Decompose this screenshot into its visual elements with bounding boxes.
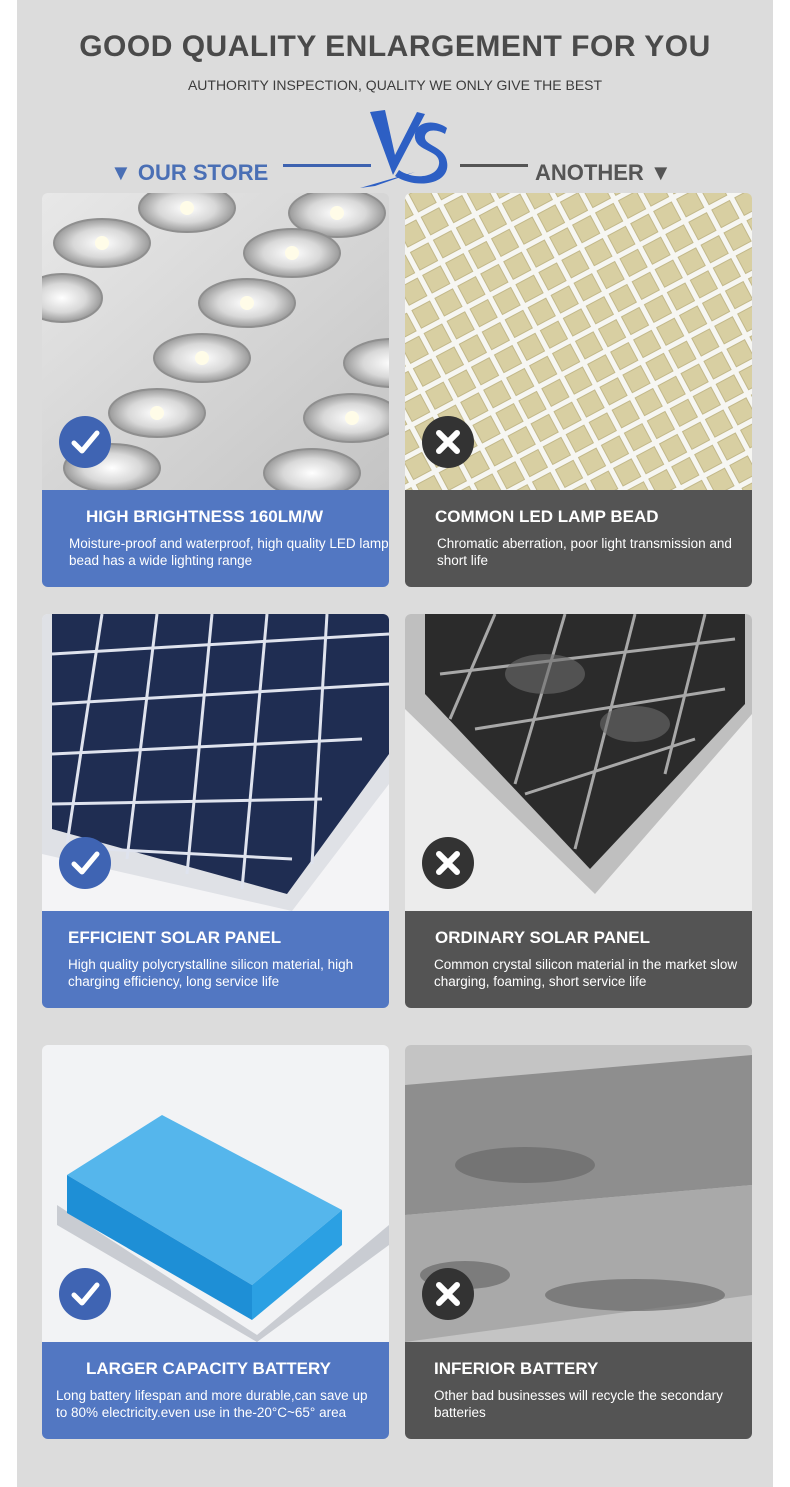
card-title: INFERIOR BATTERY [434,1359,599,1378]
page-title: GOOD QUALITY ENLARGEMENT FOR YOU [79,30,711,63]
card-title: HIGH BRIGHTNESS 160LM/W [86,507,324,526]
card-title: EFFICIENT SOLAR PANEL [68,928,282,947]
card-info [405,1342,752,1439]
card-title: COMMON LED LAMP BEAD [435,507,659,526]
card-description: Moisture-proof and waterproof, high quality LED lamp bead has a wide lighting range [69,536,389,568]
cross-icon [422,416,474,468]
card-info [42,911,389,1008]
right-divider [460,164,528,167]
comparison-card-solar-bad [405,614,752,1008]
card-info [405,490,752,587]
card-info [42,1342,389,1439]
card-description: Chromatic aberration, poor light transmission and short life [437,536,732,568]
comparison-card-battery-good [42,1045,389,1439]
card-description: Common crystal silicon material in the market slow charging, foaming, short service life [434,957,738,989]
card-title: LARGER CAPACITY BATTERY [86,1359,331,1378]
our-store-label: ▼ OUR STORE [110,160,269,185]
card-info [42,490,389,587]
comparison-card-battery-bad [405,1045,752,1439]
comparison-card-led-bad [405,193,752,587]
card-description: High quality polycrystalline silicon material, high charging efficiency, long service life [68,957,354,989]
comparison-card-solar-good [42,614,389,1008]
cross-icon [422,1268,474,1320]
comparison-card-led-good [42,193,389,587]
check-icon [59,1268,111,1320]
card-title: ORDINARY SOLAR PANEL [435,928,651,947]
check-icon [59,416,111,468]
card-info [405,911,752,1008]
another-label: ANOTHER ▼ [535,160,672,185]
page-subtitle: AUTHORITY INSPECTION, QUALITY WE ONLY GIVE THE BEST [187,77,603,93]
card-description: Other bad businesses will recycle the secondary batteries [434,1388,723,1420]
card-description: Long battery lifespan and more durable,can save up to 80% electricity.even use in the-20°C~65° area [56,1388,368,1420]
vs-logo-icon [355,100,455,190]
cross-icon [422,837,474,889]
check-icon [59,837,111,889]
